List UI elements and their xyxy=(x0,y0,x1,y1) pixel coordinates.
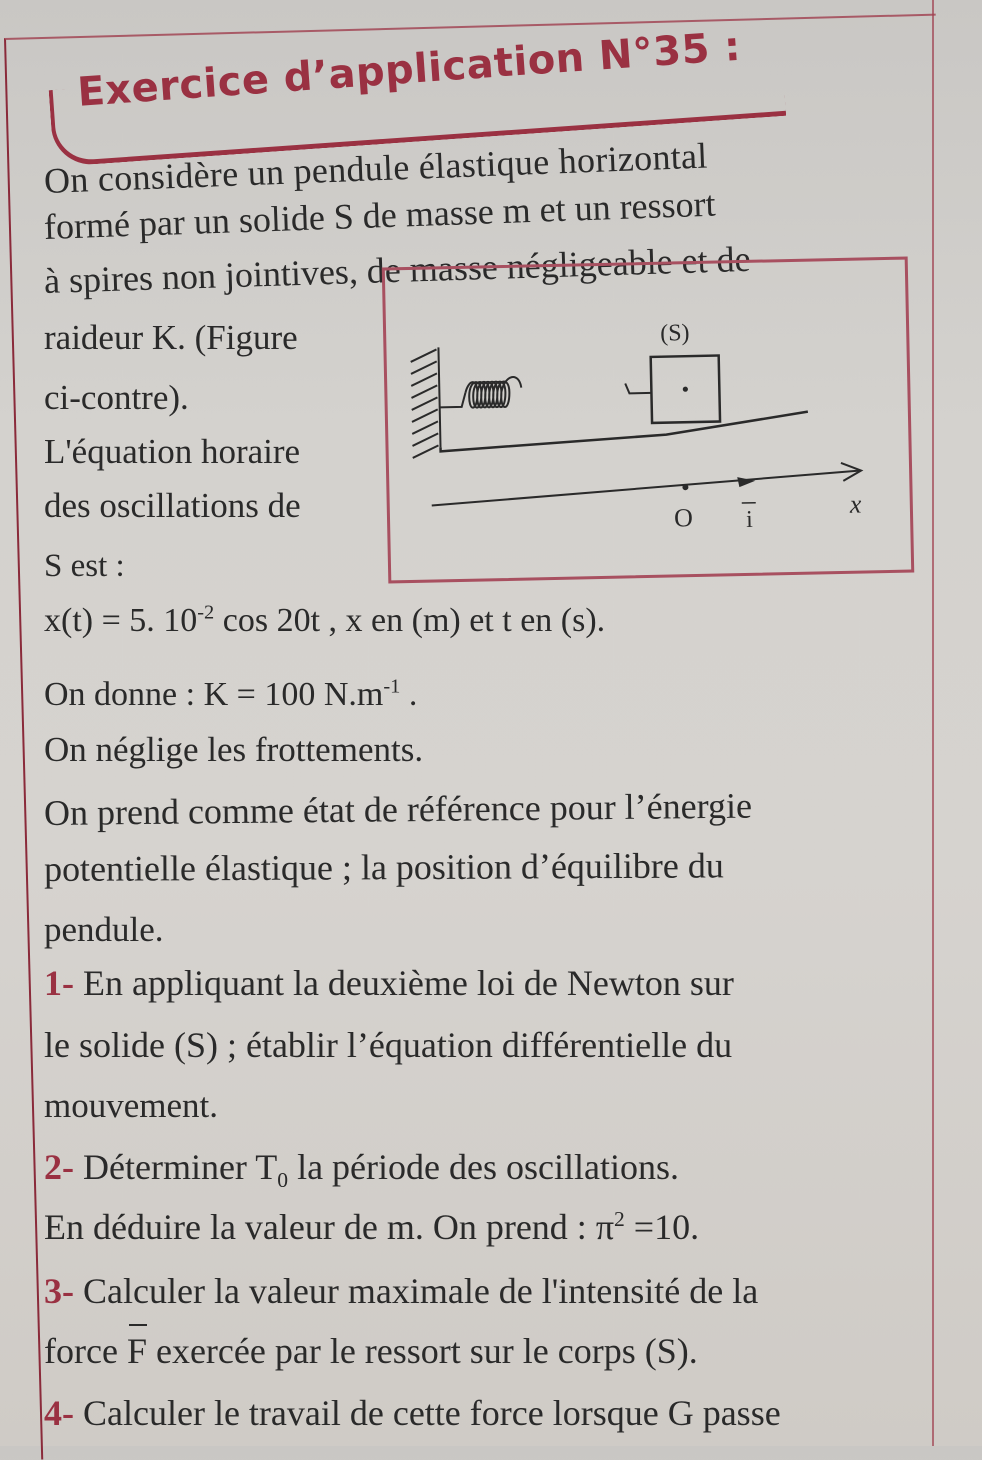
question-4 xyxy=(44,1392,781,1434)
question-3-number: 3- xyxy=(44,1271,74,1311)
question-3-line-2 xyxy=(44,1330,698,1372)
intro-line-2: formé par un solide S de masse m et un ressort xyxy=(43,183,716,248)
question-2-suffix: la période des oscillations. xyxy=(288,1147,679,1187)
question-3-line-2-prefix: force xyxy=(44,1331,127,1371)
question-2 xyxy=(44,1146,679,1188)
equation-lhs: x(t) = 5. 10 xyxy=(44,602,197,639)
question-2-line-2-suffix: =10. xyxy=(625,1207,699,1247)
question-2-prefix: Déterminer T xyxy=(74,1147,277,1187)
intro-line-6: L'équation horaire xyxy=(44,432,300,472)
statement-line-3: potentielle élastique ; la position d’équilibre du xyxy=(44,844,724,890)
statement-line-1: On néglige les frottements. xyxy=(44,730,423,770)
wall-icon xyxy=(410,347,440,458)
intro-line-7: des oscillations de xyxy=(44,486,301,526)
question-3 xyxy=(44,1270,758,1312)
equation-exponent: -2 xyxy=(197,602,214,624)
given-prefix: On donne : K = 100 N.m xyxy=(44,676,383,713)
intro-line-3: à spires non jointives, de masse négligeable et de xyxy=(43,238,751,302)
question-4-line-1: Calculer le travail de cette force lorsque G passe xyxy=(74,1393,781,1433)
question-1 xyxy=(44,962,734,1004)
pi-squared-exponent: 2 xyxy=(614,1207,625,1231)
spring-pendulum-figure xyxy=(382,257,915,584)
question-2-number: 2- xyxy=(44,1147,74,1187)
question-1-number: 1- xyxy=(44,963,74,1003)
given-line xyxy=(44,676,417,714)
intro-line-1: On considère un pendule élastique horizontal xyxy=(43,135,708,202)
force-vector: F xyxy=(127,1330,147,1372)
intro-line-8: S est : xyxy=(44,548,125,585)
origin-label: O xyxy=(674,503,693,532)
given-exponent: -1 xyxy=(383,676,400,698)
question-2-line-2-prefix: En déduire la valeur de m. On prend : π xyxy=(44,1207,614,1247)
question-1-line-3: mouvement. xyxy=(44,1086,218,1126)
figure-drawing xyxy=(385,260,911,581)
exercise-title: Exercice d’application N°35 : xyxy=(76,24,742,116)
statement-line-4: pendule. xyxy=(44,910,164,950)
solid-label: (S) xyxy=(660,320,690,347)
intro-line-4: raideur K. (Figure xyxy=(44,318,298,358)
period-subscript: 0 xyxy=(277,1168,288,1192)
x-axis-line xyxy=(431,471,859,506)
unit-vector-label: i xyxy=(746,507,754,533)
spring-icon xyxy=(439,374,652,408)
axis-label: x xyxy=(849,490,863,519)
center-of-mass-dot xyxy=(683,387,688,392)
question-3-line-2-suffix: exercée par le ressort sur le corps (S). xyxy=(147,1331,698,1371)
statement-line-2: On prend comme état de référence pour l’énergie xyxy=(44,785,752,834)
question-2-line-2 xyxy=(44,1206,699,1248)
equation-line xyxy=(44,602,605,640)
given-suffix: . xyxy=(400,676,417,713)
floor-line xyxy=(440,412,809,452)
question-4-number: 4- xyxy=(44,1393,74,1433)
equation-rhs: cos 20t , x en (m) et t en (s). xyxy=(214,602,605,639)
question-1-line-1: En appliquant la deuxième loi de Newton sur xyxy=(74,963,734,1003)
question-3-line-1: Calculer la valeur maximale de l'intensité de la xyxy=(74,1271,758,1311)
question-1-line-2: le solide (S) ; établir l’équation différentielle du xyxy=(44,1024,732,1066)
intro-line-5: ci-contre). xyxy=(44,378,189,418)
page-right-edge xyxy=(932,0,934,1446)
